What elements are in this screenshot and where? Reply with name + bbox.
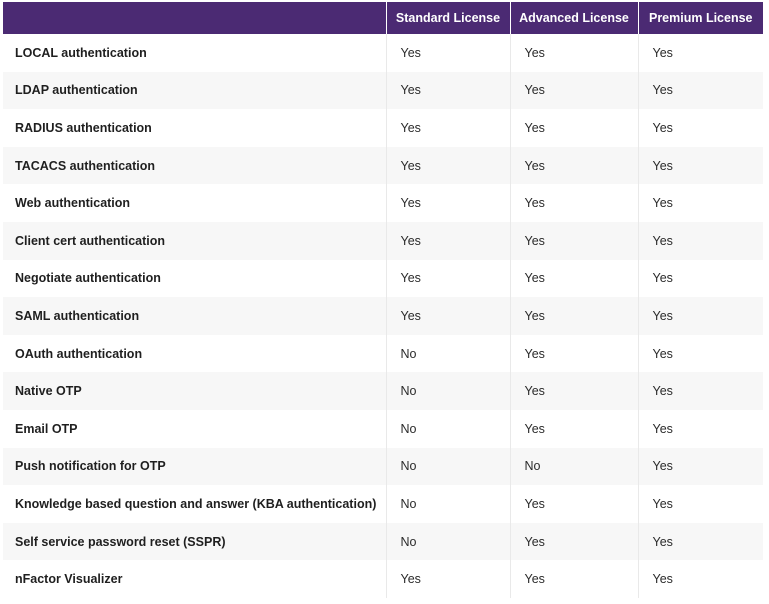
advanced-license-cell: Yes [510,410,638,448]
standard-license-cell: Yes [386,260,510,298]
header-row [3,2,763,34]
table-header [3,2,763,34]
standard-license-cell: Yes [386,184,510,222]
standard-license-cell: Yes [386,222,510,260]
table-row [3,72,763,110]
feature-cell: Email OTP [3,410,386,448]
table-row [3,260,763,298]
advanced-license-cell: Yes [510,485,638,523]
feature-cell: Push notification for OTP [3,448,386,486]
premium-license-cell: Yes [652,83,673,98]
feature-cell: OAuth authentication [3,335,386,373]
table-row [3,410,763,448]
feature-cell: nFactor Visualizer [3,560,386,598]
premium-license-cell: Yes [652,459,673,474]
table-row [3,560,763,598]
premium-license-cell: Yes [652,308,673,323]
premium-license-cell: Yes [652,45,673,60]
table-row [3,372,763,410]
premium-license-cell: Yes [652,271,673,286]
license-comparison-table-container [3,2,763,598]
standard-license-cell: Yes [386,34,510,72]
feature-cell: Client cert authentication [3,222,386,260]
standard-license-cell: Yes [386,560,510,598]
standard-license-cell: No [386,448,510,486]
premium-license-cell: Yes [652,233,673,248]
advanced-license-cell: Yes [510,109,638,147]
premium-license-cell: Yes [652,196,673,211]
table-row [3,523,763,561]
premium-license-cell: Yes [652,346,673,361]
table-row [3,109,763,147]
license-comparison-table [3,2,763,598]
premium-license-cell: Yes [652,496,673,511]
premium-license-cell: Yes [652,120,673,135]
table-row [3,335,763,373]
standard-license-cell: No [386,335,510,373]
feature-cell: TACACS authentication [3,147,386,185]
table-row [3,297,763,335]
advanced-license-cell: No [510,448,638,486]
feature-cell: Native OTP [3,372,386,410]
header-standard-license: Standard License [386,2,510,34]
table-row [3,222,763,260]
feature-cell: Self service password reset (SSPR) [3,523,386,561]
table-body [3,34,763,598]
premium-license-cell: Yes [652,158,673,173]
advanced-license-cell: Yes [510,335,638,373]
standard-license-cell: No [386,485,510,523]
feature-cell: SAML authentication [3,297,386,335]
advanced-license-cell: Yes [510,34,638,72]
table-row [3,485,763,523]
advanced-license-cell: Yes [510,260,638,298]
feature-cell: Web authentication [3,184,386,222]
table-row [3,184,763,222]
standard-license-cell: No [386,372,510,410]
premium-license-cell: Yes [652,384,673,399]
feature-cell: Knowledge based question and answer (KBA authentication) [3,485,386,523]
advanced-license-cell: Yes [510,184,638,222]
feature-cell: Negotiate authentication [3,260,386,298]
standard-license-cell: No [386,410,510,448]
standard-license-cell: Yes [386,72,510,110]
advanced-license-cell: Yes [510,72,638,110]
header-advanced-license: Advanced License [510,2,638,34]
advanced-license-cell: Yes [510,560,638,598]
table-row [3,147,763,185]
premium-license-cell: Yes [652,534,673,549]
advanced-license-cell: Yes [510,147,638,185]
advanced-license-cell: Yes [510,222,638,260]
premium-license-cell: Yes [652,421,673,436]
advanced-license-cell: Yes [510,372,638,410]
standard-license-cell: No [386,523,510,561]
standard-license-cell: Yes [386,147,510,185]
header-premium-license: Premium License [638,2,763,34]
table-row [3,448,763,486]
advanced-license-cell: Yes [510,523,638,561]
standard-license-cell: Yes [386,297,510,335]
standard-license-cell: Yes [386,109,510,147]
premium-license-cell: Yes [652,572,673,587]
advanced-license-cell: Yes [510,297,638,335]
table-row [3,34,763,72]
feature-cell: LOCAL authentication [3,34,386,72]
feature-cell: RADIUS authentication [3,109,386,147]
header-feature [3,2,386,34]
feature-cell: LDAP authentication [3,72,386,110]
